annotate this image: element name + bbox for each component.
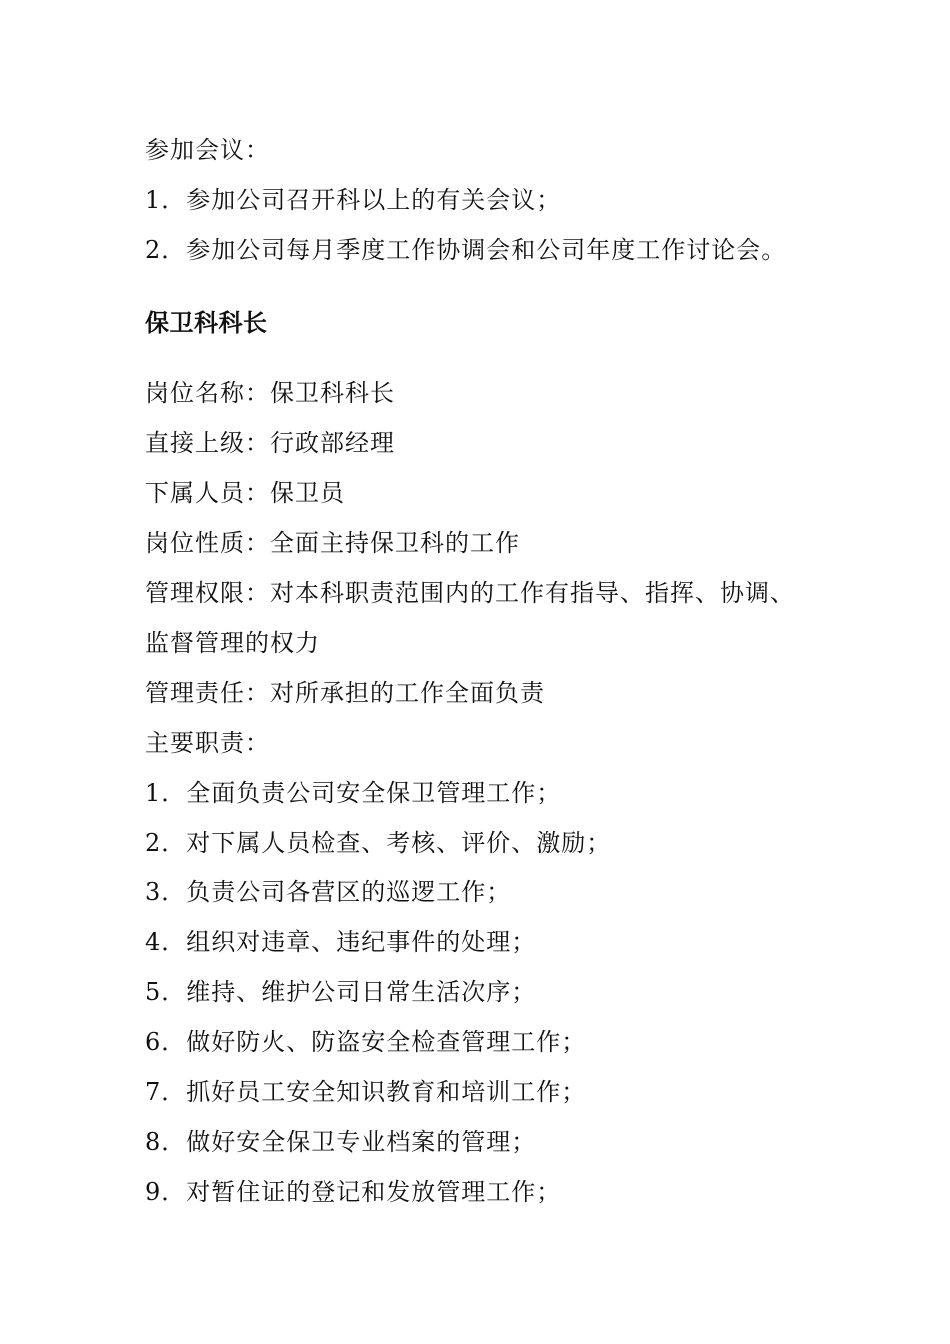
- duty-item: 4．组织对违章、违纪事件的处理；: [145, 928, 537, 956]
- meeting-item: 1．参加公司召开科以上的有关会议；: [145, 186, 562, 214]
- duty-item: 3．负责公司各营区的巡逻工作；: [145, 878, 512, 906]
- duty-item: 9．对暂住证的登记和发放管理工作；: [145, 1178, 562, 1206]
- field-management-authority-cont: 监督管理的权力: [145, 629, 320, 657]
- duty-item: 1．全面负责公司安全保卫管理工作；: [145, 779, 562, 807]
- duty-item: 7．抓好员工安全知识教育和培训工作；: [145, 1078, 587, 1106]
- meeting-title: 参加会议：: [145, 136, 270, 164]
- field-position-nature: 岗位性质：全面主持保卫科的工作: [145, 529, 520, 557]
- field-direct-superior: 直接上级：行政部经理: [145, 429, 395, 457]
- duty-item: 5．维持、维护公司日常生活次序；: [145, 978, 537, 1006]
- duty-item: 6．做好防火、防盗安全检查管理工作；: [145, 1028, 587, 1056]
- field-subordinates: 下属人员：保卫员: [145, 479, 345, 507]
- field-position-name: 岗位名称：保卫科科长: [145, 379, 395, 407]
- meeting-item: 2．参加公司每月季度工作协调会和公司年度工作讨论会。: [145, 236, 787, 264]
- section-heading: 保卫科科长: [145, 309, 268, 337]
- duty-item: 8．做好安全保卫专业档案的管理；: [145, 1128, 537, 1156]
- field-management-authority: 管理权限：对本科职责范围内的工作有指导、指挥、协调、: [145, 579, 795, 607]
- field-management-responsibility: 管理责任：对所承担的工作全面负责: [145, 679, 545, 707]
- duties-title: 主要职责：: [145, 729, 270, 757]
- duty-item: 2．对下属人员检查、考核、评价、激励；: [145, 829, 612, 857]
